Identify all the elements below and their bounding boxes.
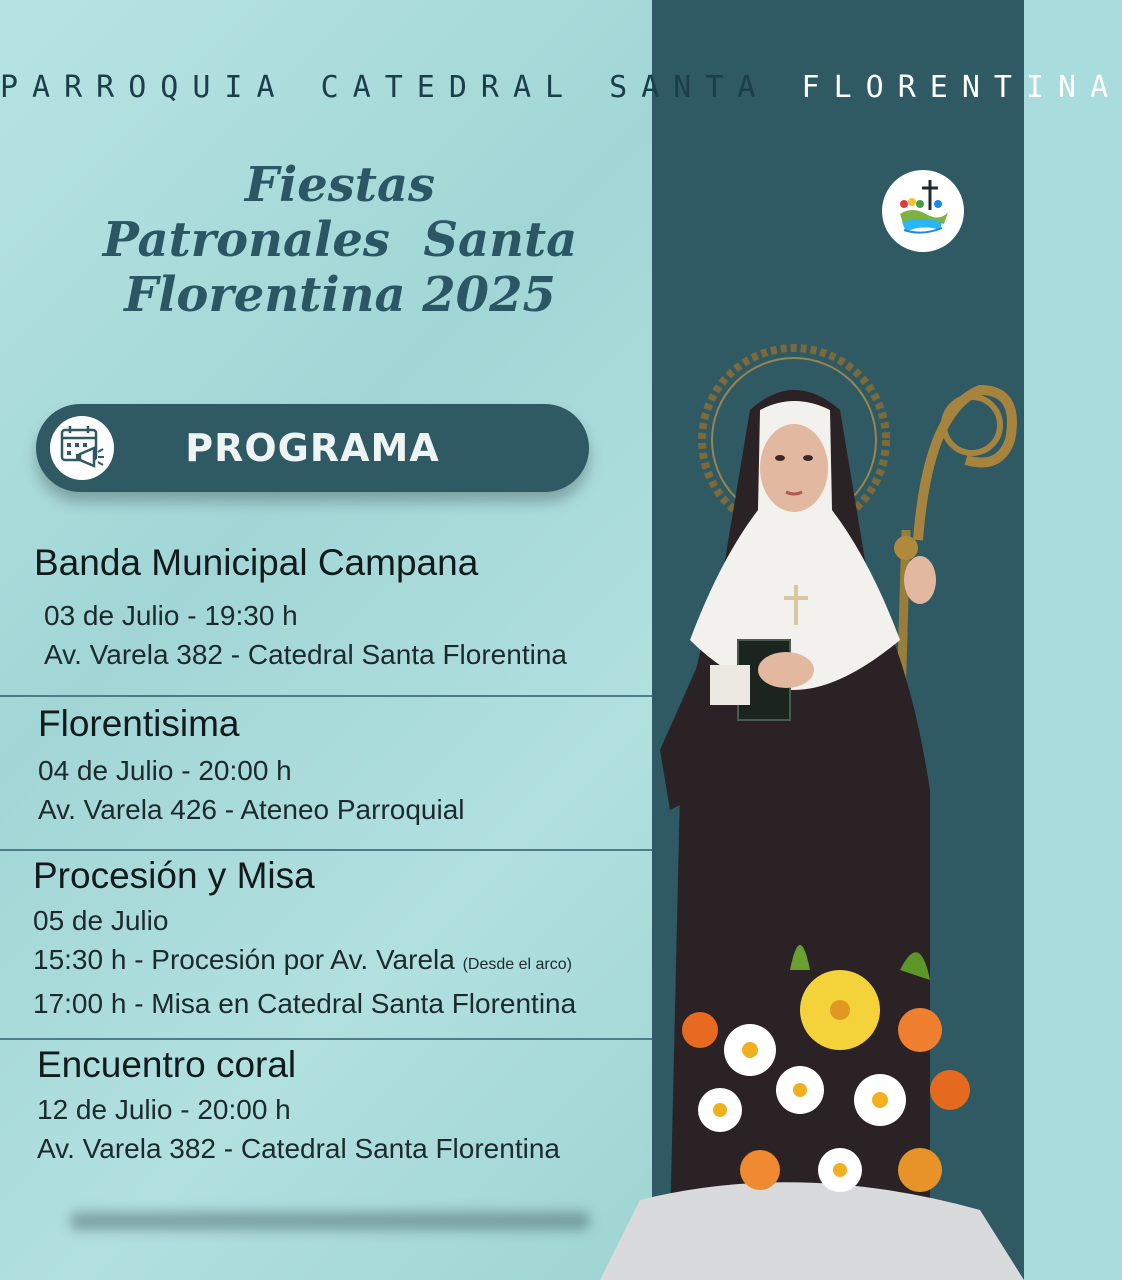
header-part2: FLORENTINA xyxy=(801,70,1122,105)
header-part1: PARROQUIA CATEDRAL SANTA xyxy=(0,70,770,105)
event-florentisima xyxy=(0,703,652,829)
divider xyxy=(0,849,652,851)
jubilee-logo-graphic xyxy=(882,170,964,252)
event-location: Av. Varela 426 - Ateneo Parroquial xyxy=(38,794,465,825)
programa-banner xyxy=(36,404,589,492)
jubilee-logo xyxy=(882,170,964,252)
event-title: Encuentro coral xyxy=(37,1044,297,1085)
event-encuentro-coral xyxy=(0,1044,652,1168)
event-title: Procesión y Misa xyxy=(33,855,315,896)
title-line2: Patronales Santa xyxy=(102,212,578,268)
event-date: 04 de Julio - 20:00 h xyxy=(38,755,292,786)
programa-label: PROGRAMA xyxy=(185,426,440,470)
divider xyxy=(0,1038,652,1040)
event-location: Av. Varela 382 - Catedral Santa Florentina xyxy=(44,639,567,670)
title-line1: Fiestas xyxy=(244,157,436,213)
divider xyxy=(0,695,652,697)
event-procession-note: (Desde el arco) xyxy=(462,956,572,973)
title-line3: Florentina 2025 xyxy=(124,267,556,323)
event-procesion-misa xyxy=(0,855,652,1023)
event-procession-line xyxy=(33,940,652,984)
event-date: 03 de Julio - 19:30 h xyxy=(44,600,298,631)
event-title: Banda Municipal Campana xyxy=(34,542,479,583)
event-location: Av. Varela 382 - Catedral Santa Florentina xyxy=(37,1133,560,1164)
santa-florentina-statue xyxy=(600,330,1024,1280)
event-procession-text: 15:30 h - Procesión por Av. Varela xyxy=(33,944,455,975)
panel-shadow xyxy=(70,1212,590,1230)
event-date: 05 de Julio xyxy=(33,905,169,936)
event-banda-municipal xyxy=(0,542,652,674)
page-title xyxy=(40,158,640,323)
event-mass-line: 17:00 h - Misa en Catedral Santa Florentina xyxy=(33,988,577,1019)
parish-header xyxy=(0,70,1122,105)
event-title: Florentisima xyxy=(38,703,240,744)
event-date: 12 de Julio - 20:00 h xyxy=(37,1094,291,1125)
